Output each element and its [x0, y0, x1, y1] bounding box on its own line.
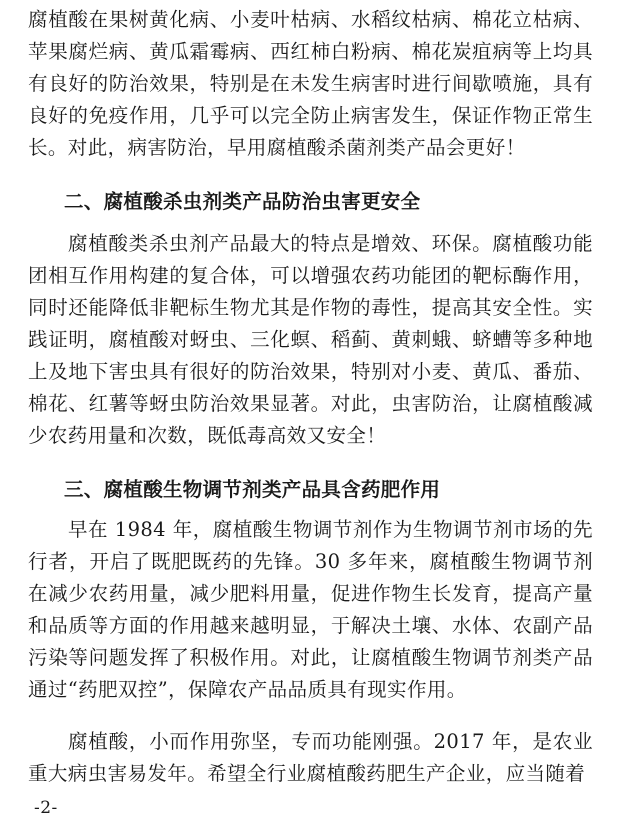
section-heading-bioregulator: 三、腐植酸生物调节剂类产品具含药肥作用 [64, 478, 441, 501]
paragraph-bioregulator: 早在 1984 年，腐植酸生物调节剂作为生物调节剂市场的先行者，开启了既肥既药的先锋。30 多年来，腐植酸生物调节剂在减少农药用量，减少肥料用量，促进作物生长发育，提高产量和品质等方面的作用越来越明显，于解决土壤、水体、农副产品污染等问题发挥了积极作用。对此，让腐植酸生物调节剂类产品通过“药肥双控”，保障农产品品质具有现实作用。 [28, 518, 593, 701]
paragraph-conclusion: 腐植酸，小而作用弥坚，专而功能刚强。2017 年，是农业重大病虫害易发年。希望全行业腐植酸药肥生产企业，应当随着 [28, 730, 593, 785]
paragraph-disease-control: 腐植酸在果树黄化病、小麦叶枯病、水稻纹枯病、棉花立枯病、苹果腐烂病、黄瓜霜霉病、西红柿白粉病、棉花炭疽病等上均具有良好的防治效果，特别是在未发生病害时进行间歇喷施，具有良好的免疫作用，几乎可以完全防止病害发生，保证作物正常生长。对此，病害防治，早用腐植酸杀菌剂类产品会更好！ [28, 8, 593, 159]
page-number: -2- [34, 798, 58, 818]
section-heading-insecticide: 二、腐植酸杀虫剂类产品防治虫害更安全 [64, 190, 421, 213]
paragraph-insecticide: 腐植酸类杀虫剂产品最大的特点是增效、环保。腐植酸功能团相互作用构建的复合体，可以增强农药功能团的靶标酶作用，同时还能降低非靶标生物尤其是作物的毒性，提高其安全性。实践证明，腐植酸对蚜虫、三化螟、稻蓟、黄刺蛾、蛴螬等多种地上及地下害虫具有很好的防治效果，特别对小麦、黄瓜、番茄、棉花、红薯等蚜虫防治效果显著。对此，虫害防治，让腐植酸减少农药用量和次数，既低毒高效又安全！ [28, 232, 593, 447]
